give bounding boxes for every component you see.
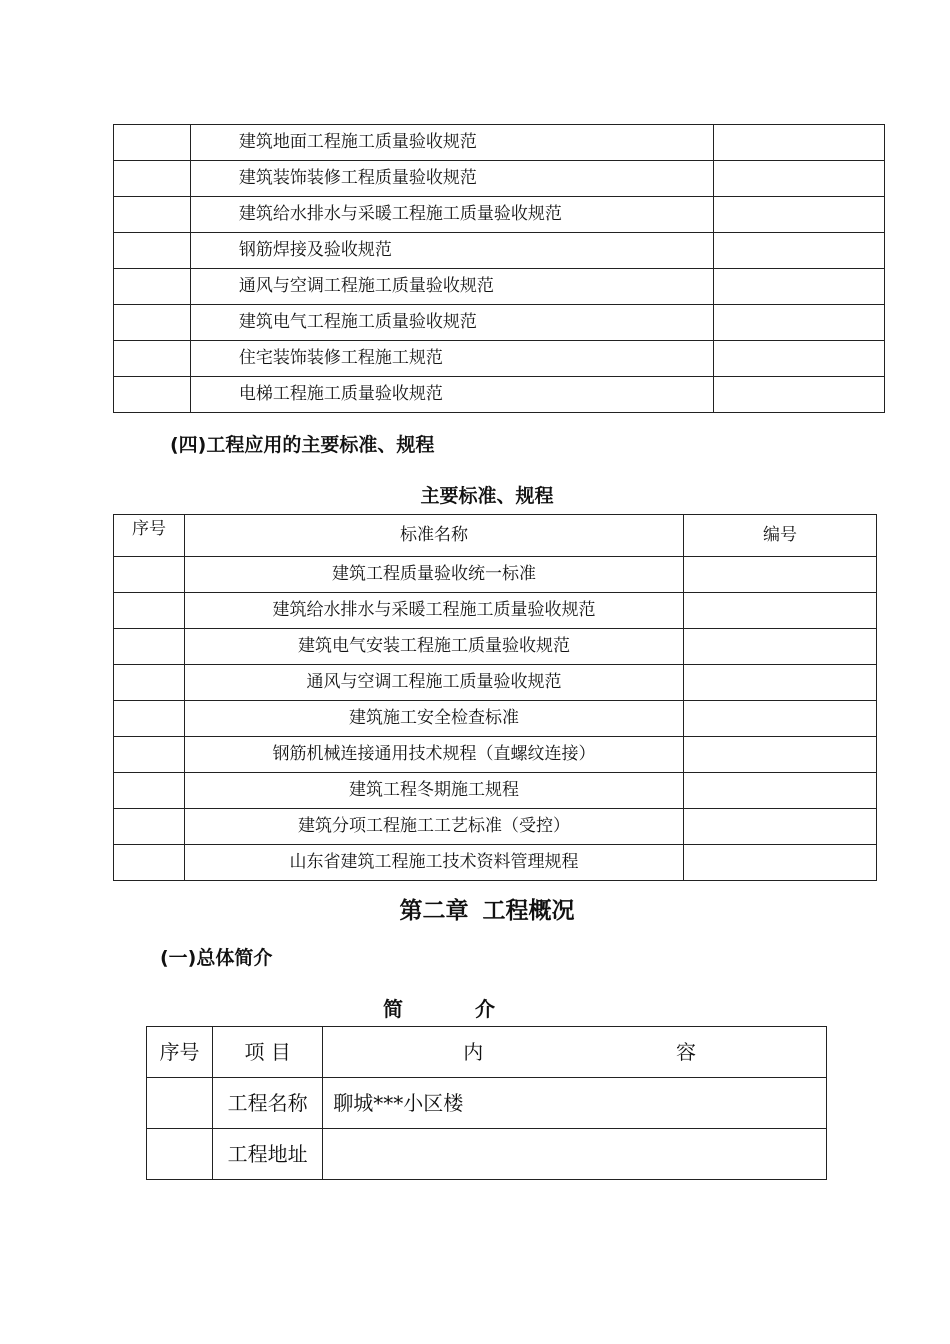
standard-code-cell (684, 629, 877, 665)
standards-table-continued (113, 124, 885, 413)
row-number-cell (147, 1078, 213, 1129)
table-header-row (114, 515, 877, 557)
main-standards-table (113, 514, 877, 881)
section-heading-1: (一)总体简介 (160, 947, 273, 969)
row-number-cell (114, 665, 185, 701)
column-header-name: 标准名称 (185, 515, 684, 557)
standard-name-cell: 山东省建筑工程施工技术资料管理规程 (185, 845, 684, 881)
caption-left: 简 (383, 997, 403, 1021)
table-row (114, 701, 877, 737)
table-row (114, 341, 885, 377)
content-header-left: 内 (463, 1040, 484, 1064)
standard-name-cell: 通风与空调工程施工质量验收规范 (185, 665, 684, 701)
standard-name-cell: 建筑工程质量验收统一标准 (185, 557, 684, 593)
standard-name-cell: 建筑施工安全检查标准 (185, 701, 684, 737)
table-row (147, 1129, 827, 1180)
row-number-cell (114, 737, 185, 773)
column-header-content (323, 1027, 827, 1078)
standard-code-cell (714, 341, 885, 377)
column-header-number: 序号 (114, 515, 185, 557)
column-header-code: 编号 (684, 515, 877, 557)
row-number-cell (147, 1129, 213, 1180)
standard-code-cell (714, 269, 885, 305)
table-row (114, 161, 885, 197)
content-header-right: 容 (676, 1040, 696, 1064)
standard-name-cell: 钢筋机械连接通用技术规程（直螺纹连接） (185, 737, 684, 773)
table-row (114, 593, 877, 629)
table-row (114, 197, 885, 233)
table-row (147, 1078, 827, 1129)
standard-code-cell (714, 377, 885, 413)
table-row (114, 125, 885, 161)
content-cell (323, 1129, 827, 1180)
standard-name-cell: 建筑分项工程施工工艺标准（受控） (185, 809, 684, 845)
row-number-cell (114, 233, 191, 269)
overview-table (146, 1026, 827, 1180)
row-number-cell (114, 845, 185, 881)
table-row (114, 773, 877, 809)
row-number-cell (114, 305, 191, 341)
standard-code-cell (714, 197, 885, 233)
table-row (114, 233, 885, 269)
row-number-cell (114, 773, 185, 809)
row-number-cell (114, 125, 191, 161)
standard-name-cell: 建筑给水排水与采暖工程施工质量验收规范 (185, 593, 684, 629)
row-number-cell (114, 701, 185, 737)
table-caption: 主要标准、规程 (420, 485, 554, 507)
caption-right: 介 (475, 997, 495, 1021)
content-cell: 聊城***小区楼 (323, 1078, 827, 1129)
table-row (114, 377, 885, 413)
row-number-cell (114, 269, 191, 305)
row-number-cell (114, 557, 185, 593)
standard-code-cell (684, 845, 877, 881)
row-number-cell (114, 197, 191, 233)
standard-code-cell (684, 665, 877, 701)
table-row (114, 305, 885, 341)
standard-code-cell (684, 593, 877, 629)
row-number-cell (114, 629, 185, 665)
standard-code-cell (684, 701, 877, 737)
standard-name-cell: 住宅装饰装修工程施工规范 (190, 341, 713, 377)
table-header-row (147, 1027, 827, 1078)
standard-code-cell (714, 305, 885, 341)
table-row (114, 665, 877, 701)
standard-name-cell: 建筑给水排水与采暖工程施工质量验收规范 (190, 197, 713, 233)
standard-code-cell (714, 125, 885, 161)
column-header-item: 项 目 (213, 1027, 323, 1078)
standard-name-cell: 建筑地面工程施工质量验收规范 (190, 125, 713, 161)
standard-name-cell: 钢筋焊接及验收规范 (190, 233, 713, 269)
table-row (114, 629, 877, 665)
row-number-cell (114, 377, 191, 413)
row-number-cell (114, 161, 191, 197)
row-number-cell (114, 341, 191, 377)
standard-code-cell (714, 233, 885, 269)
row-number-cell (114, 809, 185, 845)
standard-code-cell (684, 773, 877, 809)
standard-name-cell: 建筑工程冬期施工规程 (185, 773, 684, 809)
item-cell: 工程地址 (213, 1129, 323, 1180)
table-row (114, 737, 877, 773)
standard-code-cell (714, 161, 885, 197)
table-row (114, 845, 877, 881)
table-row (114, 809, 877, 845)
row-number-cell (114, 593, 185, 629)
item-cell: 工程名称 (213, 1078, 323, 1129)
standard-name-cell: 建筑电气工程施工质量验收规范 (190, 305, 713, 341)
chapter-title: 第二章 工程概况 (399, 898, 575, 924)
standard-name-cell: 建筑电气安装工程施工质量验收规范 (185, 629, 684, 665)
standard-name-cell: 电梯工程施工质量验收规范 (190, 377, 713, 413)
column-header-number: 序号 (147, 1027, 213, 1078)
standard-name-cell: 通风与空调工程施工质量验收规范 (190, 269, 713, 305)
standard-code-cell (684, 737, 877, 773)
section-heading-4: (四)工程应用的主要标准、规程 (170, 434, 435, 456)
table-row (114, 269, 885, 305)
overview-table-caption (383, 993, 495, 1022)
standard-name-cell: 建筑装饰装修工程质量验收规范 (190, 161, 713, 197)
standard-code-cell (684, 809, 877, 845)
standard-code-cell (684, 557, 877, 593)
table-row (114, 557, 877, 593)
